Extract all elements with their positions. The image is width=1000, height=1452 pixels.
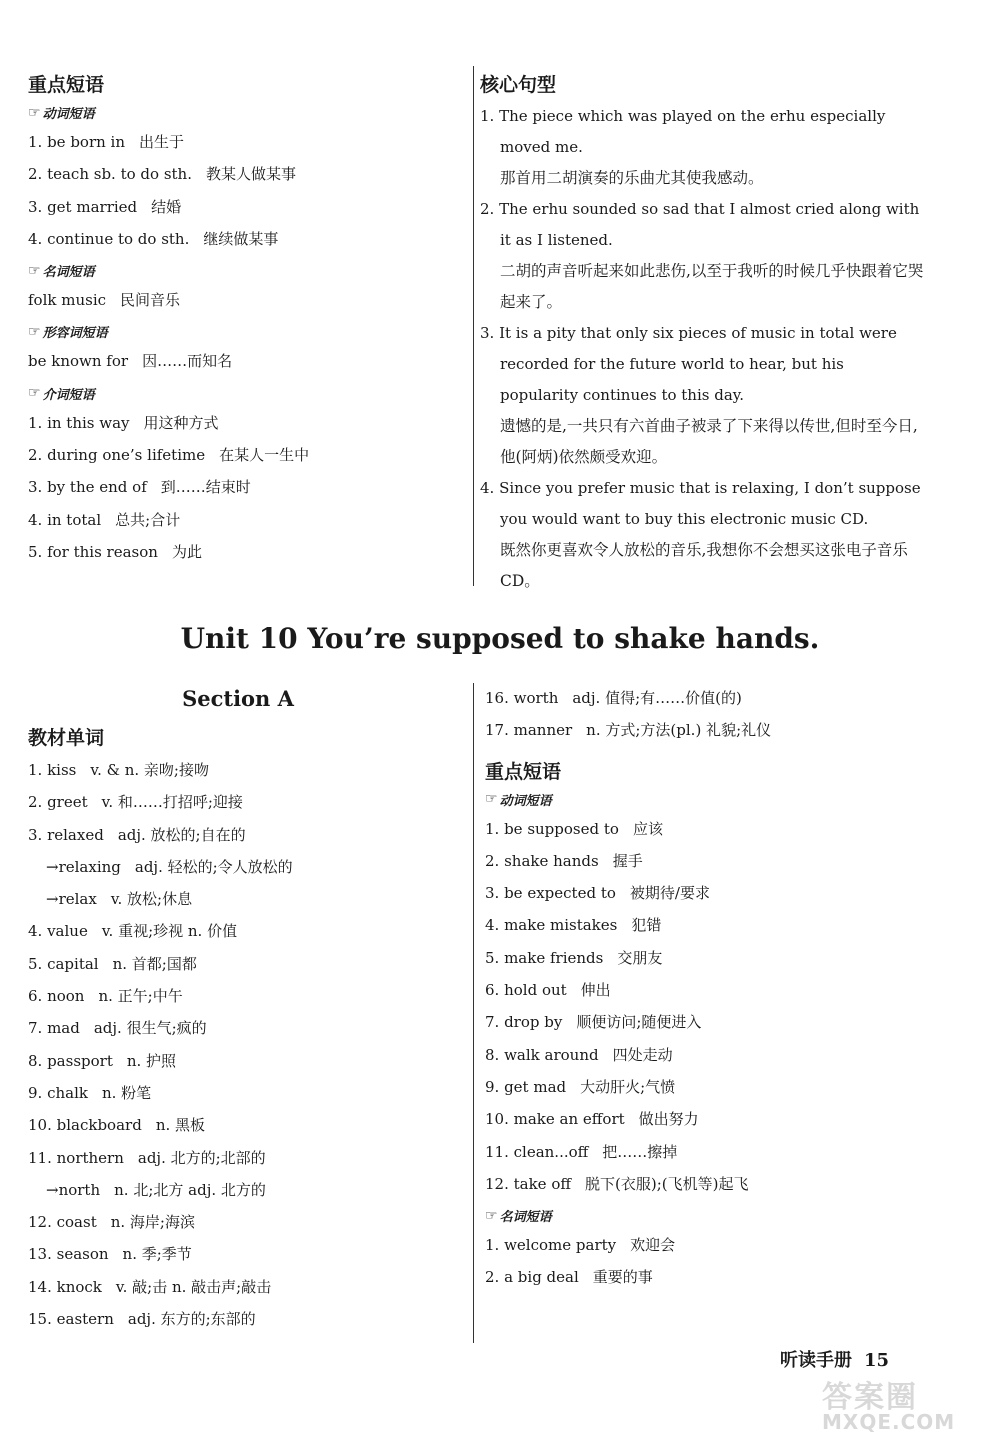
item-chinese: n. 正午;中午 (98, 987, 183, 1006)
list-item (28, 980, 448, 1012)
item-chinese: n. 季;季节 (122, 1245, 192, 1264)
item-english: 1. be supposed to (485, 819, 619, 838)
item-chinese: 被期待/要求 (629, 884, 710, 903)
list-item (485, 845, 925, 877)
item-chinese: n. 护照 (126, 1051, 177, 1070)
item-chinese: adj. 东方的;东部的 (127, 1310, 256, 1329)
watermark-url: MXQE.COM (822, 1410, 956, 1434)
item-english: 14. knock (28, 1277, 102, 1296)
item-chinese: 四处走动 (612, 1045, 673, 1064)
sentence-chinese: 遗憾的是,一共只有六首曲子被录了下来得以传世,但时至今日,他(阿炳)依然颇受欢迎。 (500, 417, 918, 466)
item-chinese: v. 敲;击 n. 敲击声;敲击 (115, 1277, 272, 1296)
item-chinese: 把……擦掉 (602, 1142, 678, 1161)
item-chinese: 握手 (612, 851, 643, 870)
subgroup-label-text: 介词短语 (42, 387, 95, 403)
subgroup-label (28, 261, 448, 280)
item-chinese: 应该 (632, 819, 663, 838)
list-item (28, 786, 448, 818)
list-item (485, 877, 925, 909)
item-english: 2. during one’s lifetime (28, 446, 206, 465)
item-english: 1. welcome party (485, 1236, 617, 1255)
subgroup-label-text: 形容词短语 (42, 326, 108, 342)
item-english: 4. value (28, 922, 88, 941)
pointing-hand-icon: ☞ (485, 1207, 498, 1224)
pointing-hand-icon: ☞ (28, 385, 41, 402)
list-item (28, 1174, 448, 1206)
item-english: 10. blackboard (28, 1116, 142, 1135)
sentence-chinese: 那首用二胡演奏的乐曲尤其使我感动。 (500, 169, 764, 187)
item-chinese: 顺便访问;随便进入 (576, 1013, 702, 1032)
item-chinese: 犯错 (631, 916, 662, 935)
vocab-list (485, 682, 925, 747)
item-english: 10. make an effort (485, 1110, 625, 1129)
item-english: be known for (28, 352, 129, 371)
core-sentences-section (480, 60, 925, 597)
list-item (485, 682, 925, 714)
sentence-english: 2. The erhu sounded so sad that I almost cried along with it as I listened. (480, 200, 920, 249)
item-chinese: 欢迎会 (630, 1236, 676, 1255)
key-phrases-section (28, 60, 448, 568)
list-item (485, 974, 925, 1006)
watermark-text: 答案圈 (822, 1380, 918, 1415)
section-heading: 重点短语 (485, 760, 562, 783)
list-item (28, 1142, 448, 1174)
page-footer (780, 1346, 889, 1372)
item-english: 3. get married (28, 197, 138, 216)
sentence-english: 1. The piece which was played on the erhu especially moved me. (480, 107, 886, 156)
page-number: 15 (864, 1350, 890, 1371)
list-item (485, 1071, 925, 1103)
list-item (28, 754, 448, 786)
item-english: 2. greet (28, 793, 88, 812)
item-chinese: 到……结束时 (160, 478, 251, 497)
list-item (28, 1109, 448, 1141)
phrase-group (28, 103, 448, 255)
item-english: 13. season (28, 1245, 109, 1264)
item-chinese: 伸出 (580, 981, 611, 1000)
book-label: 听读手册 (780, 1350, 852, 1371)
list-item (485, 1229, 925, 1261)
list-item (28, 1303, 448, 1335)
list-item (28, 471, 448, 503)
item-english: 9. get mad (485, 1077, 567, 1096)
item-english: 5. make friends (485, 948, 604, 967)
subgroup-label (485, 790, 925, 809)
item-english: →relax (46, 890, 97, 909)
subgroup-label (28, 103, 448, 122)
subgroup-label-text: 动词短语 (499, 793, 552, 809)
item-english: 7. drop by (485, 1013, 563, 1032)
item-english: →north (46, 1180, 101, 1199)
list-item (485, 813, 925, 845)
list-item (28, 126, 448, 158)
item-chinese: n. 北;北方 adj. 北方的 (114, 1180, 266, 1199)
item-chinese: n. 方式;方法(pl.) 礼貌;礼仪 (586, 721, 772, 740)
sentence-item (480, 101, 925, 194)
item-english: 2. teach sb. to do sth. (28, 165, 192, 184)
watermark-logo (822, 1372, 955, 1434)
item-english: 16. worth (485, 689, 559, 707)
item-english: 3. relaxed (28, 825, 104, 844)
item-english: 2. shake hands (485, 851, 599, 870)
item-english: folk music (28, 291, 107, 310)
item-english: 15. eastern (28, 1310, 114, 1329)
item-english: 9. chalk (28, 1083, 88, 1102)
item-english: 8. walk around (485, 1045, 599, 1064)
subgroup-label-text: 名词短语 (499, 1210, 552, 1226)
list-item (28, 819, 448, 851)
list-item (485, 1136, 925, 1168)
sentence-english: 4. Since you prefer music that is relaxing, I don’t suppose you would want to buy this electronic music CD. (480, 479, 921, 528)
item-chinese: 出生于 (139, 133, 185, 151)
list-item (485, 1168, 925, 1200)
item-chinese: n. 首都;国都 (112, 954, 197, 973)
list-item (28, 439, 448, 471)
item-chinese: 用这种方式 (143, 413, 219, 432)
unit-title: Unit 10 You’re supposed to shake hands. (180, 622, 820, 655)
item-chinese: n. 黑板 (155, 1116, 206, 1135)
item-chinese: adj. 很生气;疯的 (93, 1019, 207, 1038)
item-english: 4. make mistakes (485, 916, 618, 935)
list-item (28, 407, 448, 439)
phrase-group (485, 790, 925, 1201)
list-item (485, 1103, 925, 1135)
vocab-list (28, 754, 448, 1335)
list-item (28, 223, 448, 255)
item-english: 7. mad (28, 1019, 80, 1038)
item-chinese: 继续做某事 (203, 229, 279, 248)
sentence-chinese: 既然你更喜欢令人放松的音乐,我想你不会想买这张电子音乐CD。 (500, 541, 908, 590)
column-divider (473, 66, 474, 586)
sentence-item (480, 473, 925, 597)
item-english: 1. in this way (28, 413, 130, 432)
list-item (28, 1271, 448, 1303)
list-item (28, 883, 448, 915)
pointing-hand-icon: ☞ (485, 791, 498, 808)
item-english: 11. northern (28, 1148, 124, 1167)
section-heading: 核心句型 (480, 74, 557, 96)
list-item (28, 1077, 448, 1109)
sentence-item (480, 318, 925, 473)
pointing-hand-icon: ☞ (28, 262, 41, 279)
phrase-group (28, 261, 448, 316)
item-chinese: v. 和……打招呼;迎接 (101, 793, 243, 812)
list-item (485, 909, 925, 941)
section-heading: 教材单词 (28, 727, 105, 749)
phrase-group (28, 322, 448, 377)
list-item (28, 504, 448, 536)
item-english: →relaxing (46, 857, 121, 876)
item-english: 12. take off (485, 1174, 572, 1193)
subgroup-label (28, 322, 448, 341)
item-chinese: 民间音乐 (120, 291, 181, 310)
section-heading: 重点短语 (28, 74, 105, 96)
item-chinese: 为此 (171, 542, 202, 561)
list-item (485, 1039, 925, 1071)
item-english: 1. be born in (28, 133, 126, 151)
item-chinese: 教某人做某事 (205, 165, 296, 184)
item-english: 17. manner (485, 721, 573, 740)
item-chinese: adj. 放松的;自在的 (117, 825, 246, 844)
list-item (28, 158, 448, 190)
item-english: 8. passport (28, 1051, 113, 1070)
list-item (485, 942, 925, 974)
list-item (28, 284, 448, 316)
item-chinese: 因……而知名 (142, 352, 233, 371)
list-item (485, 1261, 925, 1293)
subgroup-label-text: 名词短语 (42, 265, 95, 281)
sentence-chinese: 二胡的声音听起来如此悲伤,以至于我听的时候几乎快跟着它哭起来了。 (500, 262, 924, 311)
item-english: 12. coast (28, 1213, 97, 1232)
vocabulary-continued (485, 682, 925, 1294)
list-item (28, 851, 448, 883)
item-chinese: n. 海岸;海滨 (110, 1213, 195, 1232)
list-item (28, 1206, 448, 1238)
item-english: 3. be expected to (485, 884, 616, 903)
phrase-group (28, 384, 448, 568)
item-chinese: 做出努力 (638, 1110, 699, 1129)
list-item (28, 1045, 448, 1077)
list-item (28, 191, 448, 223)
subgroup-label (485, 1206, 925, 1225)
item-chinese: 在某人一生中 (219, 446, 310, 465)
item-english: 1. kiss (28, 761, 77, 779)
item-english: 4. continue to do sth. (28, 229, 190, 248)
column-divider (473, 683, 474, 1343)
list-item (28, 1238, 448, 1270)
item-chinese: 总共;合计 (115, 510, 181, 529)
list-item (28, 915, 448, 947)
item-chinese: n. 粉笔 (101, 1083, 152, 1102)
sentence-item (480, 194, 925, 318)
item-english: 4. in total (28, 510, 102, 529)
subgroup-label-text: 动词短语 (42, 107, 95, 122)
subgroup-label (28, 384, 448, 403)
phrase-group (485, 1206, 925, 1294)
list-item (28, 948, 448, 980)
item-chinese: 交朋友 (617, 948, 663, 967)
item-english: 2. a big deal (485, 1268, 579, 1287)
item-english: 5. capital (28, 954, 99, 973)
sentence-english: 3. It is a pity that only six pieces of music in total were recorded for the future world to hear, but his popularity continues to this day. (480, 324, 897, 404)
section-title: Section A (182, 686, 294, 711)
pointing-hand-icon: ☞ (28, 104, 41, 121)
list-item (28, 345, 448, 377)
list-item (485, 1006, 925, 1038)
list-item (28, 1012, 448, 1044)
item-english: 5. for this reason (28, 542, 158, 561)
item-chinese: v. & n. 亲吻;接吻 (90, 761, 209, 779)
item-english: 6. noon (28, 987, 85, 1006)
item-chinese: v. 放松;休息 (110, 890, 193, 909)
sentence-list (480, 101, 925, 597)
item-chinese: adj. 轻松的;令人放松的 (134, 857, 293, 876)
item-chinese: adj. 值得;有……价值(的) (572, 689, 742, 707)
vocabulary-section (28, 682, 448, 1335)
item-chinese: adj. 北方的;北部的 (137, 1148, 266, 1167)
item-chinese: 大动肝火;气愤 (580, 1077, 676, 1096)
item-chinese: v. 重视;珍视 n. 价值 (101, 922, 238, 941)
pointing-hand-icon: ☞ (28, 323, 41, 340)
item-english: 11. clean...off (485, 1142, 589, 1161)
list-item (485, 714, 925, 746)
list-item (28, 536, 448, 568)
item-english: 6. hold out (485, 981, 567, 1000)
item-chinese: 结婚 (151, 197, 182, 216)
item-chinese: 脱下(衣服);(飞机等)起飞 (585, 1174, 749, 1193)
item-english: 3. by the end of (28, 478, 147, 497)
item-chinese: 重要的事 (592, 1268, 653, 1287)
